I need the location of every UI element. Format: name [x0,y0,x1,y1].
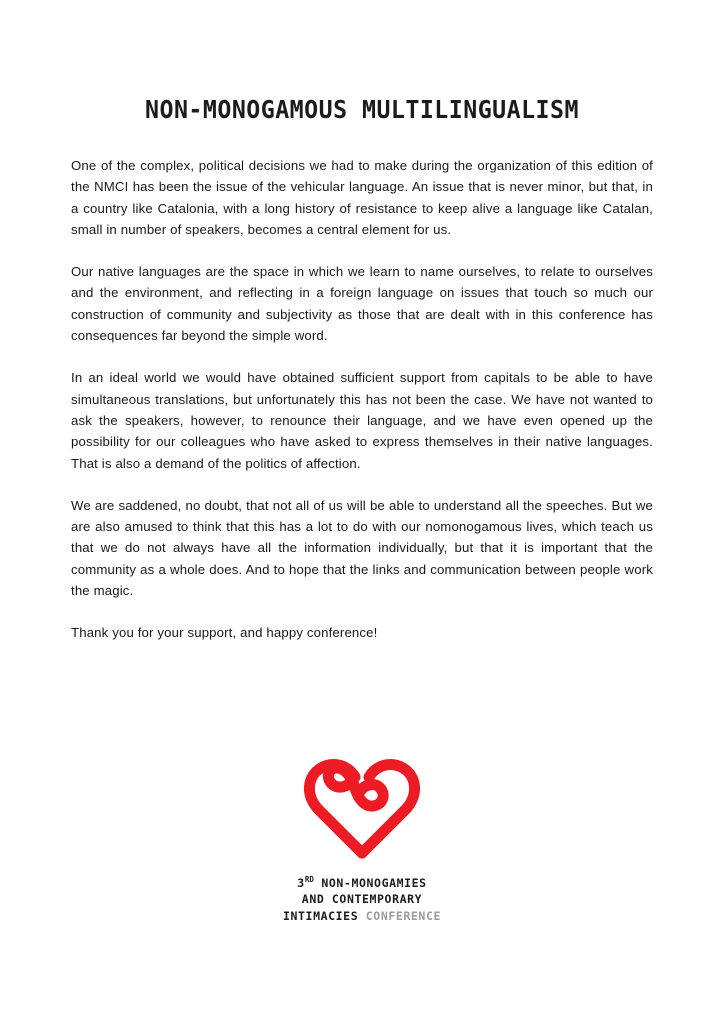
logo-wordmark [283,872,441,924]
paragraph: Thank you for your support, and happy conference! [71,625,378,641]
logo-line-3-muted: CONFERENCE [365,908,442,923]
paragraph: Our native languages are the space in which we learn to name ourselves, to relate to ourselves and the environment, and reflecting in a foreign language on issues that touch so much our construction of community and subjectivity as those that are dealt with in this conference has consequences far beyond the simple word. [71,264,653,344]
logo-ordinal-suffix: RD [304,875,314,884]
logo-line-3 [283,908,441,925]
document-body [71,155,653,644]
conference-logo [0,755,724,924]
logo-line-1-text: NON-MONOGAMIES [321,875,427,890]
logo-ordinal: 3 [297,875,305,890]
paragraph: In an ideal world we would have obtained sufficient support from capitals to be able to have simultaneous translations, but unfortunately this has not been the case. We have not wanted to ask the speakers, however, to renounce their language, and we have even opened up the possibility for our colleagues who have asked to express themselves in their native languages. That is also a demand of the politics of affection. [71,370,653,471]
paragraph: We are saddened, no doubt, that not all of us will be able to understand all the speeches. But we are also amused to think that this has a lot to do with our nomonogamous lives, which teach us that we do not always have all the information individually, but that it is important that the community as a whole does. And to hope that the links and communication between people work the magic. [71,497,653,599]
double-loop-heart-icon [297,755,427,860]
logo-line-3-main: INTIMACIES [282,908,359,923]
logo-line-1 [283,872,441,891]
paragraph: One of the complex, political decisions we had to make during the organization of this edition of the NMCI has been the issue of the vehicular language. An issue that is never minor, but that, in a country like Catalonia, with a long history of resistance to keep alive a language like Catalan, small in number of speakers, becomes a central element for us. [71,158,653,237]
page-title: NON-MONOGAMOUS MULTILINGUALISM [145,94,579,124]
logo-line-2: AND CONTEMPORARY [301,892,423,907]
